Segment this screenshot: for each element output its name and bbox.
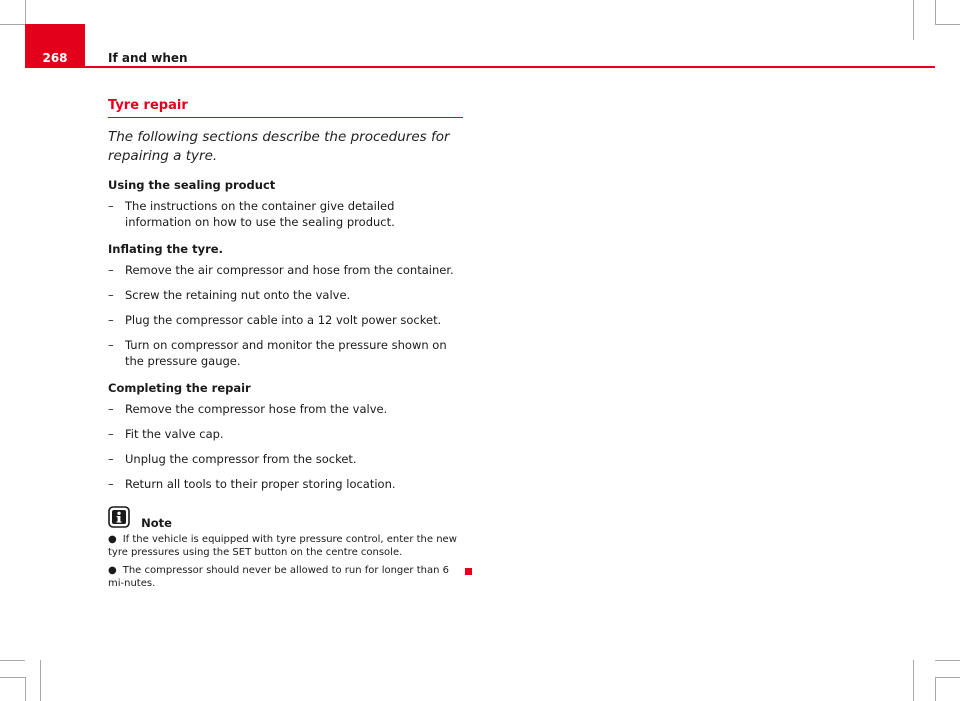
header-rule	[25, 66, 935, 68]
procedure-step	[108, 287, 463, 303]
bullet-dot: ●	[108, 565, 117, 576]
subsection-heading: Completing the repair	[108, 381, 251, 395]
subsection-heading: Using the sealing product	[108, 178, 276, 192]
step-dash: –	[108, 263, 114, 277]
crop-mark	[935, 677, 936, 701]
step-dash: –	[108, 313, 114, 327]
step-text: Return all tools to their proper storing location.	[125, 477, 396, 491]
procedure-step	[108, 198, 463, 230]
crop-mark	[935, 0, 936, 24]
main-content	[108, 98, 463, 590]
procedure-step	[108, 426, 463, 442]
step-dash: –	[108, 477, 114, 491]
note-item	[108, 534, 463, 559]
step-text: Plug the compressor cable into a 12 volt power socket.	[125, 313, 442, 327]
crop-mark	[913, 660, 914, 701]
subsection-heading: Inflating the tyre.	[108, 242, 223, 256]
step-text: Fit the valve cap.	[125, 427, 224, 441]
procedure-step	[108, 262, 463, 278]
step-dash: –	[108, 199, 114, 213]
page-number-tab	[25, 24, 85, 68]
note-item-text: The compressor should never be allowed to run for longer than 6 mi-nutes.	[108, 565, 449, 589]
note-item	[108, 565, 463, 590]
procedure-step	[108, 476, 463, 492]
step-dash: –	[108, 427, 114, 441]
section-intro: The following sections describe the procedures for repairing a tyre.	[108, 129, 450, 164]
crop-mark	[0, 24, 25, 25]
step-dash: –	[108, 338, 114, 352]
step-text: Turn on compressor and monitor the pressure shown on the pressure gauge.	[125, 338, 447, 368]
crop-mark	[40, 660, 41, 701]
step-text: Remove the air compressor and hose from the container.	[125, 263, 454, 277]
procedure-step	[108, 451, 463, 467]
step-dash: –	[108, 288, 114, 302]
step-text: The instructions on the container give detailed information on how to use the sealing product.	[125, 199, 395, 229]
note-item-text: If the vehicle is equipped with tyre pressure control, enter the new tyre pressures using the SET button on the centre console.	[108, 534, 457, 558]
crop-mark	[935, 660, 960, 661]
procedure-step	[108, 337, 463, 369]
note-box	[108, 506, 463, 590]
end-of-section-marker	[465, 568, 472, 575]
crop-mark	[935, 677, 960, 678]
crop-mark	[0, 660, 25, 661]
crop-mark	[25, 0, 26, 24]
note-label: Note	[141, 516, 172, 530]
step-text: Screw the retaining nut onto the valve.	[125, 288, 351, 302]
crop-mark	[25, 677, 26, 701]
crop-mark	[0, 677, 25, 678]
info-icon	[108, 506, 130, 528]
step-text: Remove the compressor hose from the valve.	[125, 402, 388, 416]
crop-mark	[935, 24, 960, 25]
bullet-dot: ●	[108, 534, 117, 545]
procedure-step	[108, 312, 463, 328]
note-list	[108, 534, 463, 590]
section-title: Tyre repair	[108, 98, 463, 118]
step-dash: –	[108, 452, 114, 466]
chapter-title: If and when	[108, 51, 188, 65]
page-number: 268	[42, 51, 68, 65]
procedure-step	[108, 401, 463, 417]
step-text: Unplug the compressor from the socket.	[125, 452, 357, 466]
procedure-groups	[108, 178, 463, 492]
step-dash: –	[108, 402, 114, 416]
